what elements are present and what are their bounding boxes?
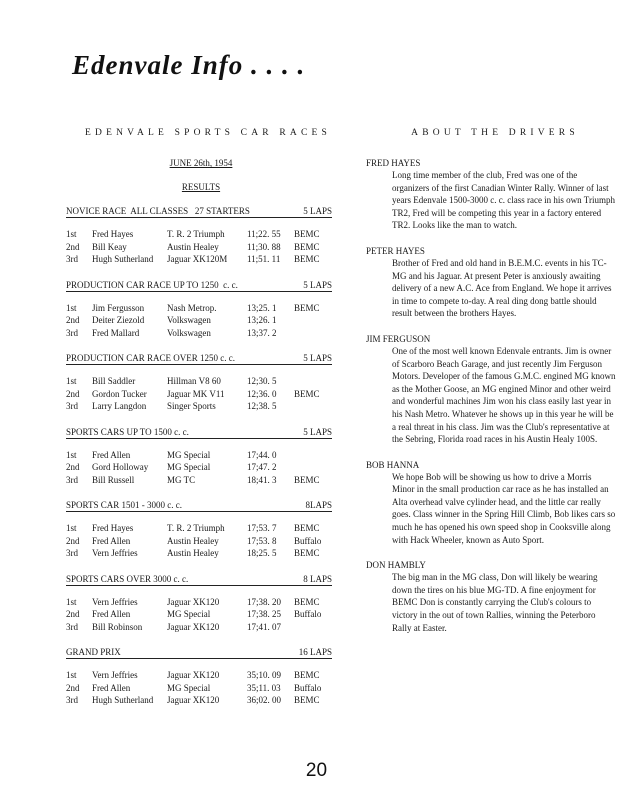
drivers-section	[366, 128, 616, 634]
driver-name: Fred Allen	[92, 609, 131, 619]
club-name	[294, 400, 334, 413]
race-time: 11;30. 88	[247, 241, 281, 252]
club-name: Buffalo	[294, 535, 322, 546]
race-time: 17;47. 2	[247, 462, 277, 472]
finish-position: 3rd	[66, 621, 78, 632]
race-laps: 8LAPS	[305, 500, 332, 510]
club-name: BEMC	[294, 388, 320, 399]
race-time: 35;11. 03	[247, 682, 281, 693]
result-row	[66, 327, 336, 340]
race-results-table	[66, 302, 336, 340]
race-date	[66, 158, 336, 168]
drivers-heading: ABOUT THE DRIVERS	[411, 128, 579, 138]
race-block	[66, 280, 336, 340]
race-title: SPORTS CAR 1501 - 3000 c. c.	[66, 500, 182, 510]
driver-entry	[366, 334, 616, 446]
finish-position: 1st	[66, 376, 77, 386]
results-subtitle-text: RESULTS	[181, 182, 221, 192]
driver-name: Larry Langdon	[92, 401, 147, 411]
race-block	[66, 353, 336, 413]
page-title: Edenvale Info . . . .	[72, 50, 306, 80]
driver-name: Gordon Tucker	[92, 388, 147, 399]
result-row	[66, 228, 336, 241]
result-row	[66, 608, 336, 621]
club-name	[294, 327, 334, 340]
race-block	[66, 427, 336, 487]
driver-name: Hugh Sutherland	[92, 254, 154, 264]
result-row	[66, 621, 336, 634]
club-name: BEMC	[294, 302, 320, 313]
race-time: 36;02. 00	[247, 695, 282, 705]
race-header	[66, 206, 332, 218]
finish-position: 2nd	[66, 609, 80, 619]
driver-name: Fred Mallard	[92, 327, 140, 338]
race-time: 12;30. 5	[247, 376, 277, 386]
race-header	[66, 574, 332, 586]
club-name	[294, 375, 334, 388]
race-header	[66, 500, 332, 512]
result-row	[66, 400, 336, 413]
race-time: 12;36. 0	[247, 388, 277, 399]
club-name	[294, 314, 334, 327]
driver-bio: The big man in the MG class, Don will likely be wearing down the tires on his blue MG-TD. A fine enjoyment for BEMC Don is constantly carrying the Club's colours to victory in the out of town Rallies, winning the Peterboro Rally at Easter.	[392, 572, 598, 633]
race-time: 18;41. 3	[247, 474, 277, 485]
club-name	[294, 621, 334, 634]
club-name: BEMC	[294, 695, 320, 705]
finish-position: 3rd	[66, 254, 78, 264]
car-model: Jaguar XK120	[167, 621, 220, 632]
result-row	[66, 375, 336, 388]
race-time: 13;37. 2	[247, 327, 277, 338]
car-model: MG Special	[167, 449, 211, 460]
driver-name: Jim Fergusson	[92, 302, 145, 313]
race-block	[66, 647, 336, 707]
race-title: PRODUCTION CAR RACE OVER 1250 c. c.	[66, 353, 236, 363]
race-laps: 16 LAPS	[298, 647, 332, 657]
race-time: 35;10. 09	[247, 670, 282, 680]
race-title: PRODUCTION CAR RACE UP TO 1250 c. c.	[66, 279, 238, 290]
result-row	[66, 694, 336, 707]
finish-position: 2nd	[66, 682, 80, 693]
result-row	[66, 547, 336, 560]
car-model: Jaguar XK120	[167, 695, 220, 705]
driver-name: Vern Jeffries	[92, 670, 138, 680]
car-model: Jaguar XK120	[167, 670, 220, 680]
result-row	[66, 522, 336, 535]
finish-position: 1st	[66, 670, 77, 680]
car-model: Jaguar XK120	[167, 596, 220, 607]
race-block	[66, 206, 336, 266]
driver-name: Fred Hayes	[92, 523, 134, 533]
club-name	[294, 461, 334, 474]
driver-name: Fred Hayes	[92, 229, 134, 239]
finish-position: 1st	[66, 229, 77, 239]
club-name: BEMC	[294, 523, 320, 533]
driver-bio: Brother of Fred and old hand in B.E.M.C. events in his TC-MG and his Jaguar. At present Peter is anxiously awaiting delivery of a new A.C. Ace from England. We hope it arrives in time to compete to-day. A real ding dong battle should result between the brothers Hayes.	[392, 257, 612, 319]
finish-position: 3rd	[66, 401, 78, 411]
result-row	[66, 241, 336, 254]
driver-name-heading: FRED HAYES	[366, 158, 421, 168]
race-time: 13;25. 1	[247, 302, 277, 313]
car-model: MG Special	[167, 682, 211, 693]
race-title: SPORTS CARS OVER 3000 c. c.	[66, 573, 189, 584]
race-time: 17;41. 07	[247, 621, 282, 632]
club-name: Buffalo	[294, 682, 322, 693]
result-row	[66, 449, 336, 462]
race-time: 12;38. 5	[247, 401, 277, 411]
race-title: SPORTS CARS UP TO 1500 c. c.	[66, 426, 189, 437]
car-model: Austin Healey	[167, 241, 219, 252]
race-laps: 5 LAPS	[303, 206, 332, 216]
car-model: MG Special	[167, 609, 211, 619]
race-results-table	[66, 596, 336, 634]
club-name: BEMC	[294, 229, 320, 239]
race-results-table	[66, 449, 336, 487]
car-model: Volkswagen	[167, 315, 211, 325]
race-time: 17;53. 7	[247, 523, 277, 533]
club-name: BEMC	[294, 241, 320, 252]
driver-bio: Long time member of the club, Fred was one of the organizers of the first Canadian Winter Rally. Winner of last years Edenvale 1500-3000 c. c. class race in his own Triumph TR2, Fred will be competing this year in a factory entered TR2. Looks like the man to watch.	[392, 170, 615, 231]
result-row	[66, 682, 336, 695]
car-model: Hillman V8 60	[167, 376, 221, 386]
driver-name: Fred Allen	[92, 682, 131, 693]
result-row	[66, 474, 336, 487]
results-heading: EDENVALE SPORTS CAR RACES	[85, 128, 331, 138]
car-model: MG TC	[167, 474, 196, 485]
car-model: Austin Healey	[167, 548, 219, 558]
race-laps: 8 LAPS	[303, 573, 332, 584]
finish-position: 2nd	[66, 241, 80, 252]
finish-position: 1st	[66, 302, 77, 313]
finish-position: 2nd	[66, 462, 80, 472]
driver-name-heading: JIM FERGUSON	[366, 333, 431, 344]
driver-name-heading: PETER HAYES	[366, 245, 425, 256]
race-time: 11;51. 11	[247, 254, 281, 264]
race-header	[66, 647, 332, 659]
finish-position: 3rd	[66, 548, 78, 558]
driver-name: Vern Jeffries	[92, 596, 138, 607]
club-name	[294, 449, 334, 462]
race-time: 18;25. 5	[247, 548, 277, 558]
finish-position: 3rd	[66, 695, 78, 705]
results-subtitle	[66, 182, 336, 192]
finish-position: 2nd	[66, 315, 80, 325]
car-model: Singer Sports	[167, 401, 216, 411]
driver-name: Bill Robinson	[92, 621, 143, 632]
car-model: Volkswagen	[167, 327, 211, 338]
driver-bio: One of the most well known Edenvale entrants. Jim is owner of Scarboro Beach Garage, and just recently Jim Ferguson Motors. Developer of the famous G.M.C. engined MG known as the Mother Goose, an MG engined Minor and other weird and wonderful machines Jim won his class easily last year in his Nash Metro. Whatever he shows up in this year he will be a real threat in his class. Jim was the Club's representative at the Sebring, Florida road races in his Austin Healy 100S.	[392, 345, 616, 445]
driver-name: Hugh Sutherland	[92, 695, 154, 705]
race-block	[66, 574, 336, 634]
car-model: Austin Healey	[167, 535, 219, 546]
race-laps: 5 LAPS	[303, 353, 332, 363]
race-results-section	[66, 128, 336, 707]
result-row	[66, 535, 336, 548]
driver-name: Fred Allen	[92, 449, 131, 460]
car-model: Nash Metrop.	[167, 302, 217, 313]
race-time: 17;44. 0	[247, 449, 277, 460]
club-name: BEMC	[294, 254, 320, 264]
car-model: Jaguar XK120M	[167, 254, 228, 264]
race-time: 13;26. 1	[247, 315, 277, 325]
driver-name: Deiter Ziezold	[92, 315, 145, 325]
race-list	[66, 206, 336, 707]
finish-position: 3rd	[66, 327, 78, 338]
finish-position: 3rd	[66, 474, 78, 485]
car-model: Jaguar MK V11	[167, 388, 225, 399]
driver-bio: We hope Bob will be showing us how to drive a Morris Minor in the small production car race as he has installed an Alta overhead valve cylinder head, and the little car really goes. Class winner in the Spring Hill Climb, Bob likes cars so much he has opened his own speed shop in Cooksville along with Hack Wheeler, known as Auto Sport.	[392, 471, 616, 545]
result-row	[66, 302, 336, 315]
race-time: 17;38. 20	[247, 596, 282, 607]
race-results-table	[66, 669, 336, 707]
result-row	[66, 669, 336, 682]
club-name: Buffalo	[294, 609, 322, 619]
driver-name-heading: BOB HANNA	[366, 459, 420, 470]
finish-position: 1st	[66, 449, 77, 460]
race-header	[66, 280, 332, 292]
race-date-text: JUNE 26th, 1954	[169, 158, 233, 168]
race-time: 11;22. 55	[247, 229, 281, 239]
race-time: 17;38. 25	[247, 609, 282, 619]
result-row	[66, 461, 336, 474]
race-block	[66, 500, 336, 560]
race-laps: 5 LAPS	[303, 426, 332, 437]
race-header	[66, 427, 332, 439]
club-name: BEMC	[294, 474, 320, 485]
finish-position: 1st	[66, 596, 77, 607]
race-results-table	[66, 375, 336, 413]
driver-name-heading: DON HAMBLY	[366, 560, 426, 571]
race-title: GRAND PRIX	[66, 647, 121, 657]
driver-name: Vern Jeffries	[92, 548, 138, 558]
race-results-table	[66, 522, 336, 560]
club-name: BEMC	[294, 670, 320, 680]
finish-position: 1st	[66, 523, 77, 533]
result-row	[66, 253, 336, 266]
driver-list	[366, 158, 616, 634]
driver-entry	[366, 560, 616, 634]
car-model: T. R. 2 Triumph	[167, 523, 225, 533]
finish-position: 2nd	[66, 535, 80, 546]
race-title: NOVICE RACE ALL CLASSES 27 STARTERS	[66, 206, 250, 216]
driver-entry	[366, 246, 616, 320]
driver-name: Fred Allen	[92, 535, 131, 546]
result-row	[66, 596, 336, 609]
result-row	[66, 388, 336, 401]
car-model: MG Special	[167, 462, 211, 472]
driver-entry	[366, 158, 616, 232]
club-name: BEMC	[294, 596, 320, 607]
driver-name: Gord Holloway	[92, 462, 149, 472]
race-header	[66, 353, 332, 365]
driver-name: Bill Saddler	[92, 376, 136, 386]
result-row	[66, 314, 336, 327]
driver-name: Bill Keay	[92, 241, 127, 252]
driver-name: Bill Russell	[92, 474, 135, 485]
driver-entry	[366, 460, 616, 547]
page-number: 20	[305, 760, 328, 781]
race-laps: 5 LAPS	[303, 279, 332, 290]
car-model: T. R. 2 Triumph	[167, 229, 225, 239]
race-results-table	[66, 228, 336, 266]
club-name: BEMC	[294, 548, 320, 558]
race-time: 17;53. 8	[247, 535, 277, 546]
finish-position: 2nd	[66, 388, 80, 399]
